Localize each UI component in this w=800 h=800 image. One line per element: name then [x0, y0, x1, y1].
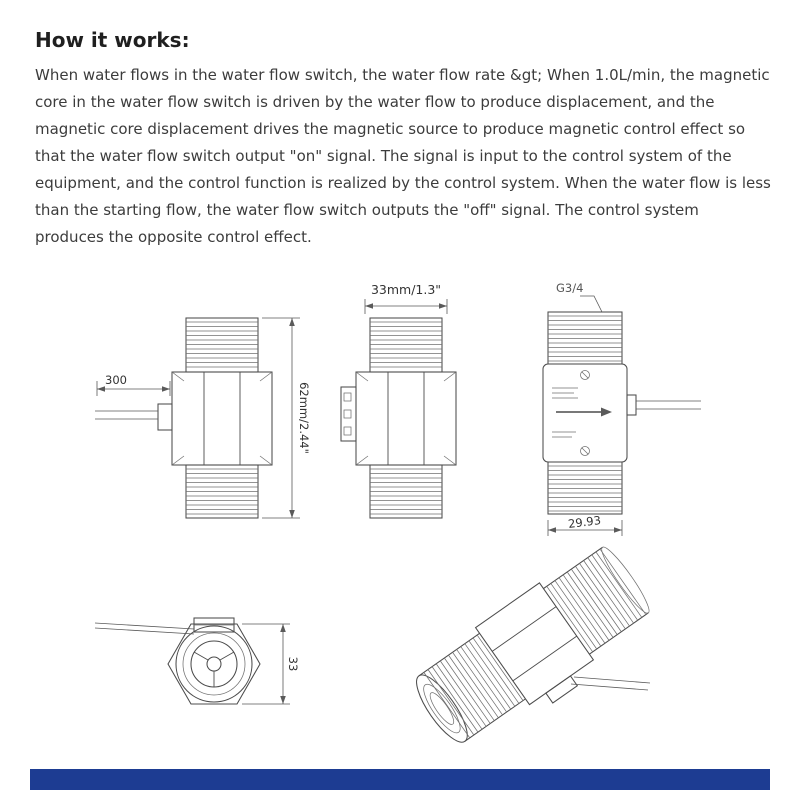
front-view-drawing	[95, 318, 311, 518]
description-paragraph: When water flows in the water flow switch, the water flow rate &gt; When 1.0L/min, the magnetic core in the water flow switch is driven by the water flow to produce displacement, and the magnetic core displacement drives the magnetic source to produce magnetic control effect so that the water flow switch output "on" signal. The signal is input to the control system of the equipment, and the control function is realized by the control system. When the water flow is less than the starting flow, the water flow switch outputs the "off" signal. The control system produces the opposite control effect.	[35, 66, 771, 246]
dim-33mm-label: 33mm/1.3"	[370, 282, 442, 297]
thread-spec-label: G3/4	[556, 281, 584, 295]
dim-62mm-label: 62mm/2.44"	[297, 382, 311, 454]
end-view-drawing	[95, 618, 300, 704]
label-view-drawing	[543, 281, 701, 536]
perspective-view-drawing	[404, 538, 665, 765]
dim-33-label: 33	[286, 656, 300, 672]
dimension-across-flats	[242, 624, 300, 704]
dim-300-label: 300	[105, 373, 127, 387]
side-view-drawing	[341, 282, 456, 518]
how-it-works-heading: How it works:	[35, 28, 190, 52]
dimension-body-height	[262, 318, 311, 518]
dimension-body-width	[365, 282, 447, 314]
footer-accent-bar	[30, 769, 770, 790]
dimension-plate-width	[548, 513, 622, 536]
dim-2993-label: 29.93	[567, 513, 602, 531]
dimension-wire-length	[97, 373, 170, 396]
